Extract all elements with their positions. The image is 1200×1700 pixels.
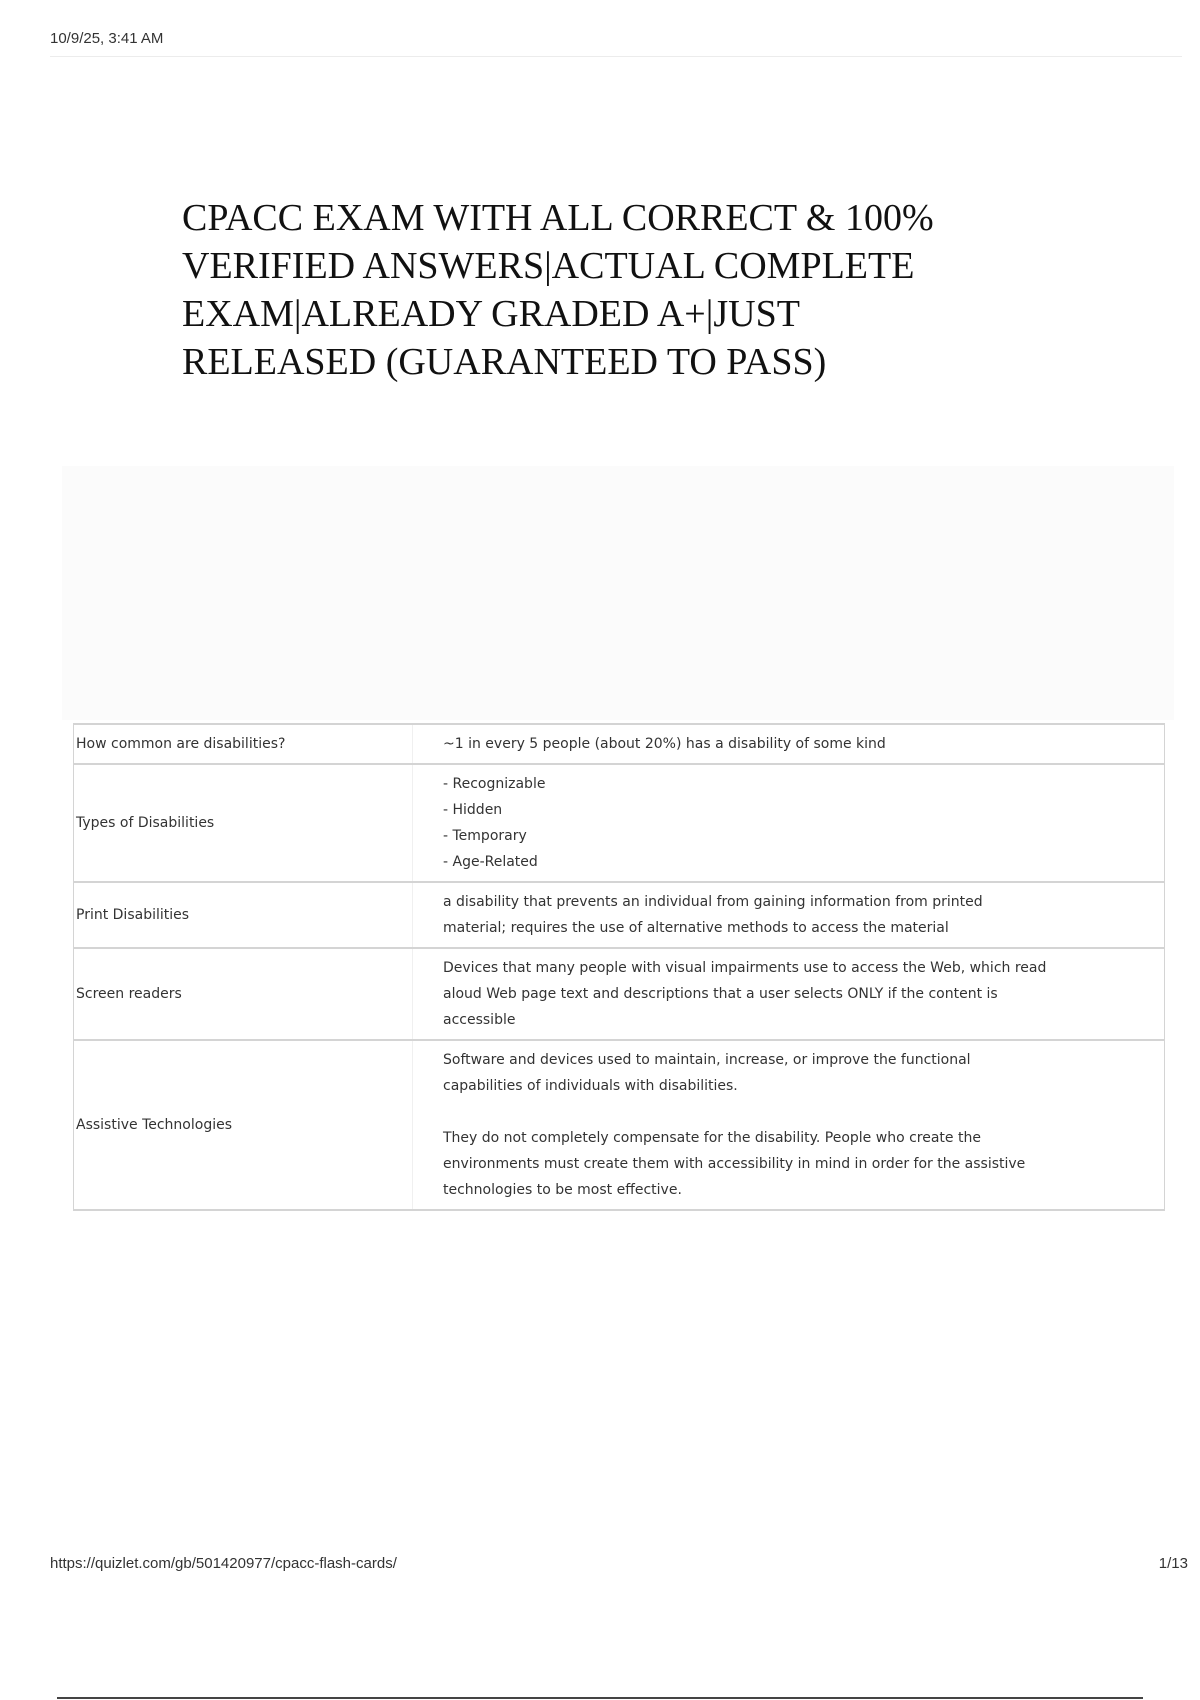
definition-line: ~1 in every 5 people (about 20%) has a disability of some kind	[443, 736, 886, 752]
page-number: 1/13	[1158, 1555, 1188, 1572]
flashcard-term: How common are disabilities?	[74, 724, 413, 764]
header-divider	[50, 56, 1182, 57]
definition-line: a disability that prevents an individual from gaining information from printed	[443, 894, 983, 910]
flashcard-term: Print Disabilities	[74, 882, 413, 948]
blank-content-panel	[62, 466, 1174, 720]
print-timestamp: 10/9/25, 3:41 AM	[50, 30, 164, 47]
footer-url: https://quizlet.com/gb/501420977/cpacc-flash-cards/	[50, 1555, 397, 1572]
definition-line: - Temporary	[443, 828, 527, 844]
definition-line: - Age-Related	[443, 854, 538, 870]
definition-line: capabilities of individuals with disabilities.	[443, 1078, 738, 1094]
flashcard-table	[73, 723, 1165, 1211]
page-bottom-rule	[57, 1697, 1143, 1699]
flashcard-definition	[413, 724, 1165, 764]
flashcard-row	[74, 764, 1165, 882]
definition-line: aloud Web page text and descriptions that a user selects ONLY if the content is	[443, 986, 998, 1002]
flashcard-definition	[413, 948, 1165, 1040]
document-title: CPACC EXAM WITH ALL CORRECT & 100% VERIFIED ANSWERS|ACTUAL COMPLETE EXAM|ALREADY GRADED A+|JUST RELEASED (GUARANTEED TO PASS)	[182, 197, 934, 383]
flashcard-term: Types of Disabilities	[74, 764, 413, 882]
flashcard-row	[74, 724, 1165, 764]
definition-line: environments must create them with accessibility in mind in order for the assistive	[443, 1156, 1026, 1172]
paragraph-gap	[443, 1099, 1124, 1125]
definition-line: Devices that many people with visual impairments use to access the Web, which read	[443, 960, 1047, 976]
flashcard-row	[74, 882, 1165, 948]
definition-line: accessible	[443, 1012, 516, 1028]
definition-line: technologies to be most effective.	[443, 1182, 682, 1198]
definition-line: - Recognizable	[443, 776, 546, 792]
flashcard-term: Screen readers	[74, 948, 413, 1040]
definition-line: They do not completely compensate for the disability. People who create the	[443, 1130, 981, 1146]
definition-line: - Hidden	[443, 802, 503, 818]
flashcard-definition	[413, 764, 1165, 882]
definition-line: material; requires the use of alternative methods to access the material	[443, 920, 949, 936]
definition-line: Software and devices used to maintain, increase, or improve the functional	[443, 1052, 971, 1068]
flashcard-term: Assistive Technologies	[74, 1040, 413, 1210]
flashcard-definition	[413, 1040, 1165, 1210]
flashcard-definition	[413, 882, 1165, 948]
flashcard-row	[74, 1040, 1165, 1210]
flashcard-row	[74, 948, 1165, 1040]
